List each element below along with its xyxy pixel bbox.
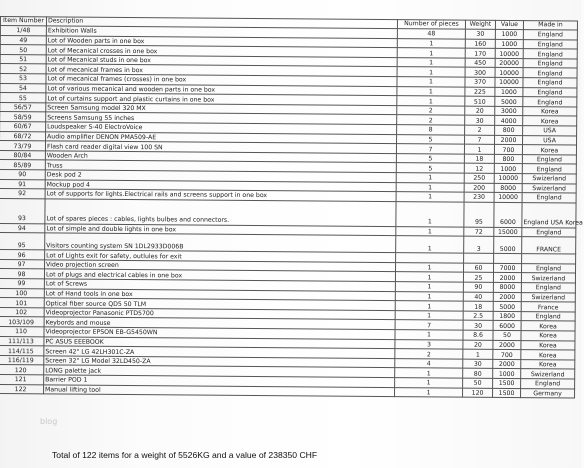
- weight-cell: 300: [465, 68, 495, 78]
- pieces-cell: 8: [397, 125, 465, 135]
- value-cell: 6000: [494, 202, 522, 227]
- made-in-cell: USA: [523, 126, 577, 136]
- description-cell: Optical fiber source QD5 50 TLM: [44, 298, 395, 310]
- item-number-cell: 52: [0, 64, 46, 74]
- made-in-cell: England: [523, 97, 577, 107]
- item-number-cell: 116/119: [0, 355, 44, 365]
- item-number-cell: 101: [0, 298, 44, 308]
- pieces-cell: 1: [395, 330, 463, 340]
- description-cell: Manual lifting tool: [44, 384, 395, 396]
- description-cell: Lot of Screws: [44, 279, 395, 291]
- value-cell: 1000: [494, 164, 522, 174]
- weight-cell: 72: [464, 227, 494, 237]
- weight-cell: 250: [464, 173, 494, 183]
- made-in-cell: England: [522, 154, 576, 164]
- weight-cell: 225: [465, 87, 495, 97]
- description-cell: Lot of simple and double lights in one box: [45, 224, 396, 236]
- made-in-cell: England: [521, 311, 575, 321]
- value-cell: 1500: [493, 378, 521, 388]
- item-number-cell: 85/89: [0, 160, 45, 170]
- pieces-cell: 1: [397, 86, 465, 96]
- pieces-cell: 1: [397, 96, 465, 106]
- description-cell: Videoprojector Panasonic PTD5700: [44, 308, 395, 320]
- header-number-of-pieces: Number of pieces: [397, 20, 465, 30]
- pieces-cell: 1: [396, 192, 464, 202]
- description-cell: Lot of various mecanical and wooden parts in one box: [46, 83, 397, 95]
- header-weight: Weight: [465, 20, 495, 29]
- item-number-cell: 51: [0, 54, 46, 64]
- made-in-cell: England: [522, 164, 576, 174]
- pieces-cell: 1: [395, 378, 463, 388]
- pieces-cell: 1: [396, 226, 464, 236]
- description-cell: Lot of spares pieces : cables, lights bulbes and connectors.: [45, 199, 396, 227]
- pieces-cell: 1: [397, 77, 465, 87]
- item-number-cell: 58/59: [0, 112, 46, 122]
- description-cell: PC ASUS EEEBOOK: [44, 336, 395, 348]
- table-body: [0, 26, 583, 399]
- weight-cell: 25: [463, 273, 493, 283]
- weight-cell: 170: [465, 48, 495, 58]
- made-in-cell: England: [521, 263, 575, 273]
- pieces-cell: 5: [397, 134, 465, 144]
- made-in-cell: Korea: [523, 116, 577, 126]
- weight-cell: 7: [465, 135, 495, 145]
- header-value: Value: [495, 20, 523, 29]
- description-cell: Lot of Hand tools in one box: [44, 289, 395, 301]
- made-in-cell: USA: [523, 135, 577, 145]
- header-item-number: Item Number: [0, 17, 46, 26]
- description-cell: Screen 32" LG Model 32LD450-ZA: [44, 356, 395, 368]
- description-cell: Desk pod 2: [45, 170, 396, 182]
- weight-cell: 18: [463, 301, 493, 311]
- header-description: Description: [46, 17, 397, 29]
- made-in-cell: Swizerland: [522, 174, 576, 184]
- weight-cell: 2.5: [463, 311, 493, 321]
- weight-cell: 30: [465, 29, 495, 39]
- value-cell: 2000: [493, 340, 521, 350]
- weight-cell: 20: [465, 106, 495, 116]
- item-number-cell: 1/48: [0, 26, 46, 36]
- item-number-cell: 92: [0, 189, 45, 199]
- item-number-cell: 93: [0, 198, 45, 223]
- inventory-table: [0, 16, 583, 399]
- item-number-cell: 56/57: [0, 102, 46, 112]
- pieces-cell: 7: [396, 144, 464, 154]
- pieces-cell: 1: [396, 236, 464, 254]
- made-in-cell: England: [523, 49, 577, 59]
- value-cell: 2000: [493, 359, 521, 369]
- value-cell: 8000: [494, 183, 522, 193]
- made-in-cell: Korea: [522, 145, 576, 155]
- weight-cell: 200: [464, 183, 494, 193]
- description-cell: Screens Samsung 55 inches: [46, 112, 397, 124]
- description-cell: Visitors counting system SN 1DL2933D006B: [45, 233, 396, 253]
- value-cell: [494, 254, 522, 264]
- weight-cell: 60: [463, 263, 493, 273]
- description-cell: Truss: [45, 160, 396, 172]
- value-cell: 800: [495, 125, 523, 135]
- item-number-cell: 53: [0, 73, 46, 83]
- description-cell: LONG palette jack: [44, 365, 395, 377]
- item-number-cell: 121: [0, 374, 44, 384]
- weight-cell: 160: [465, 39, 495, 49]
- weight-cell: 30: [463, 321, 493, 331]
- description-cell: Exhibition Walls: [46, 26, 397, 38]
- item-number-cell: 96: [0, 250, 45, 260]
- value-cell: 6000: [493, 321, 521, 331]
- pieces-cell: 1: [396, 173, 464, 183]
- description-cell: Barrier POD 1: [44, 375, 395, 387]
- item-number-cell: 94: [0, 223, 45, 233]
- item-number-cell: 99: [0, 279, 44, 289]
- value-cell: 800: [494, 154, 522, 164]
- weight-cell: 120: [463, 388, 493, 398]
- item-number-cell: 103/109: [0, 317, 44, 327]
- pieces-cell: 5: [396, 163, 464, 173]
- value-cell: 1000: [495, 87, 523, 97]
- value-cell: 10000: [494, 192, 522, 202]
- item-number-cell: 55: [0, 93, 46, 103]
- pieces-cell: 2: [395, 349, 463, 359]
- weight-cell: 18: [464, 154, 494, 164]
- pieces-cell: 1: [395, 301, 463, 311]
- item-number-cell: 68/72: [0, 131, 46, 141]
- description-cell: Screen Samsung model 320 MX: [46, 103, 397, 115]
- pieces-cell: 1: [395, 310, 463, 320]
- pieces-cell: 3: [395, 339, 463, 349]
- value-cell: 4000: [495, 116, 523, 126]
- made-in-cell: Germany: [521, 388, 575, 398]
- description-cell: Lot of Wooden parts in one box: [46, 35, 397, 47]
- weight-cell: 230: [464, 192, 494, 202]
- description-cell: Mockup pod 4: [45, 179, 396, 191]
- item-number-cell: 60/67: [0, 121, 46, 131]
- description-cell: Wooden Arch: [45, 151, 396, 163]
- value-cell: 7000: [493, 263, 521, 273]
- value-cell: 5000: [493, 302, 521, 312]
- pieces-cell: 1: [397, 67, 465, 77]
- item-number-cell: 73/79: [0, 141, 46, 151]
- made-in-cell: England USA Korea: [522, 202, 576, 227]
- made-in-cell: Swizerland: [521, 369, 575, 379]
- description-cell: Lot of Mecanical crosses in one box: [46, 45, 397, 57]
- pieces-cell: 48: [397, 29, 465, 39]
- weight-cell: 1: [464, 144, 494, 154]
- item-number-cell: 114/115: [0, 346, 44, 356]
- made-in-cell: England: [522, 227, 576, 237]
- description-cell: Lot of supports for lights.Electrical rails and screens support in one box: [45, 189, 396, 201]
- pieces-cell: 1: [395, 368, 463, 378]
- description-cell: Video projection screen: [45, 260, 396, 272]
- value-cell: 1000: [495, 29, 523, 39]
- made-in-cell: Swizerland: [521, 292, 575, 302]
- item-number-cell: 120: [0, 365, 44, 375]
- item-number-cell: 54: [0, 83, 46, 93]
- made-in-cell: England: [523, 68, 577, 78]
- total-summary: Total of 122 items for a weight of 5526KG and a value of 238350 CHF: [52, 450, 318, 460]
- made-in-cell: England: [523, 78, 577, 88]
- made-in-cell: England: [523, 39, 577, 49]
- value-cell: 10000: [495, 49, 523, 59]
- weight-cell: 50: [463, 378, 493, 388]
- item-number-cell: 95: [0, 233, 45, 250]
- value-cell: 2000: [493, 292, 521, 302]
- weight-cell: [464, 253, 494, 263]
- value-cell: 1800: [493, 311, 521, 321]
- value-cell: 700: [493, 350, 521, 360]
- item-number-cell: 91: [0, 179, 45, 189]
- description-cell: Lot of Lights exit for safety, outlules for exit: [45, 250, 396, 262]
- value-cell: 700: [494, 145, 522, 155]
- item-number-cell: 98: [0, 269, 45, 279]
- value-cell: 8000: [493, 282, 521, 292]
- made-in-cell: Korea: [521, 359, 575, 369]
- pieces-cell: 1: [397, 57, 465, 67]
- description-cell: Lot of mecanical frames (crosses) in one box: [46, 74, 397, 86]
- description-cell: Lot of curtains support and plastic curtains in one box: [46, 93, 397, 105]
- pieces-cell: 1: [396, 262, 464, 272]
- made-in-cell: Korea: [521, 340, 575, 350]
- pieces-cell: 1: [397, 48, 465, 58]
- pieces-cell: 2: [397, 115, 465, 125]
- weight-cell: 3: [464, 236, 494, 253]
- item-number-cell: 110: [0, 327, 44, 337]
- made-in-cell: FRANCE: [522, 237, 576, 254]
- weight-cell: 95: [464, 202, 494, 227]
- description-cell: Lot of Mecanical studs in one box: [46, 55, 397, 67]
- pieces-cell: 1: [395, 387, 463, 397]
- value-cell: 5000: [494, 237, 522, 254]
- item-number-cell: 90: [0, 169, 45, 179]
- made-in-cell: Korea: [521, 321, 575, 331]
- description-cell: Lot of mecanical frames in box: [46, 64, 397, 76]
- pieces-cell: 4: [395, 358, 463, 368]
- made-in-cell: England: [523, 58, 577, 68]
- pieces-cell: 1: [397, 38, 465, 48]
- item-number-cell: 97: [0, 259, 45, 269]
- made-in-cell: England: [521, 283, 575, 293]
- item-number-cell: 122: [0, 384, 44, 394]
- pieces-cell: 2: [397, 105, 465, 115]
- pieces-cell: 1: [396, 201, 464, 227]
- item-number-cell: 102: [0, 307, 44, 317]
- description-cell: Screen 42" LG 42LH301C-ZA: [44, 346, 395, 358]
- pieces-cell: 1: [396, 182, 464, 192]
- pieces-cell: 7: [395, 320, 463, 330]
- item-number-cell: 49: [0, 35, 46, 45]
- value-cell: 15000: [494, 227, 522, 237]
- weight-cell: 30: [463, 359, 493, 369]
- value-cell: 10000: [495, 68, 523, 78]
- value-cell: 2000: [495, 135, 523, 145]
- weight-cell: 2: [465, 125, 495, 135]
- made-in-cell: Korea: [521, 350, 575, 360]
- value-cell: 1000: [493, 369, 521, 379]
- watermark: blog: [40, 417, 58, 426]
- pieces-cell: 1: [395, 272, 463, 282]
- value-cell: 2000: [493, 273, 521, 283]
- value-cell: 10000: [494, 173, 522, 183]
- value-cell: 3000: [495, 106, 523, 116]
- description-cell: Flash card reader digital view 100 SN: [45, 141, 396, 153]
- made-in-cell: Swizerland: [521, 273, 575, 283]
- table-row: [0, 198, 576, 228]
- value-cell: 20000: [495, 58, 523, 68]
- weight-cell: 20: [463, 340, 493, 350]
- description-cell: Loudspeaker S-40 ElectroVoice: [46, 122, 397, 134]
- weight-cell: 80: [463, 369, 493, 379]
- weight-cell: 30: [465, 115, 495, 125]
- made-in-cell: England: [523, 87, 577, 97]
- item-number-cell: 100: [0, 288, 44, 298]
- weight-cell: 40: [463, 292, 493, 302]
- pieces-cell: [396, 253, 464, 263]
- weight-cell: 370: [465, 77, 495, 87]
- weight-cell: 90: [463, 282, 493, 292]
- description-cell: Keybords and mouse: [44, 317, 395, 329]
- made-in-cell: England: [523, 30, 577, 40]
- item-number-cell: 80/84: [0, 150, 45, 160]
- made-in-cell: England: [521, 379, 575, 389]
- header-made-in: Made in: [523, 21, 577, 30]
- made-in-cell: Swizerland: [522, 183, 576, 193]
- value-cell: 1500: [493, 388, 521, 398]
- description-cell: Lot of plugs and electrical cables in one box: [44, 269, 395, 281]
- value-cell: 10000: [495, 77, 523, 87]
- item-number-cell: 111/113: [0, 336, 44, 346]
- made-in-cell: France: [521, 302, 575, 312]
- weight-cell: 1: [463, 349, 493, 359]
- description-cell: Audio amplifier DENON PMA509-AE: [46, 131, 397, 143]
- weight-cell: 510: [465, 96, 495, 106]
- description-cell: Videoprojector EPSON EB-G5450WN: [44, 327, 395, 339]
- made-in-cell: Korea: [523, 106, 577, 116]
- pieces-cell: 5: [396, 153, 464, 163]
- made-in-cell: England: [522, 193, 576, 203]
- value-cell: 5000: [495, 97, 523, 107]
- made-in-cell: [522, 254, 576, 264]
- value-cell: 50: [493, 330, 521, 340]
- weight-cell: 450: [465, 58, 495, 68]
- pieces-cell: 1: [395, 282, 463, 292]
- value-cell: 1000: [495, 39, 523, 49]
- weight-cell: 8.6: [463, 330, 493, 340]
- weight-cell: 12: [464, 163, 494, 173]
- item-number-cell: 50: [0, 45, 46, 55]
- made-in-cell: Korea: [521, 331, 575, 341]
- pieces-cell: 1: [395, 291, 463, 301]
